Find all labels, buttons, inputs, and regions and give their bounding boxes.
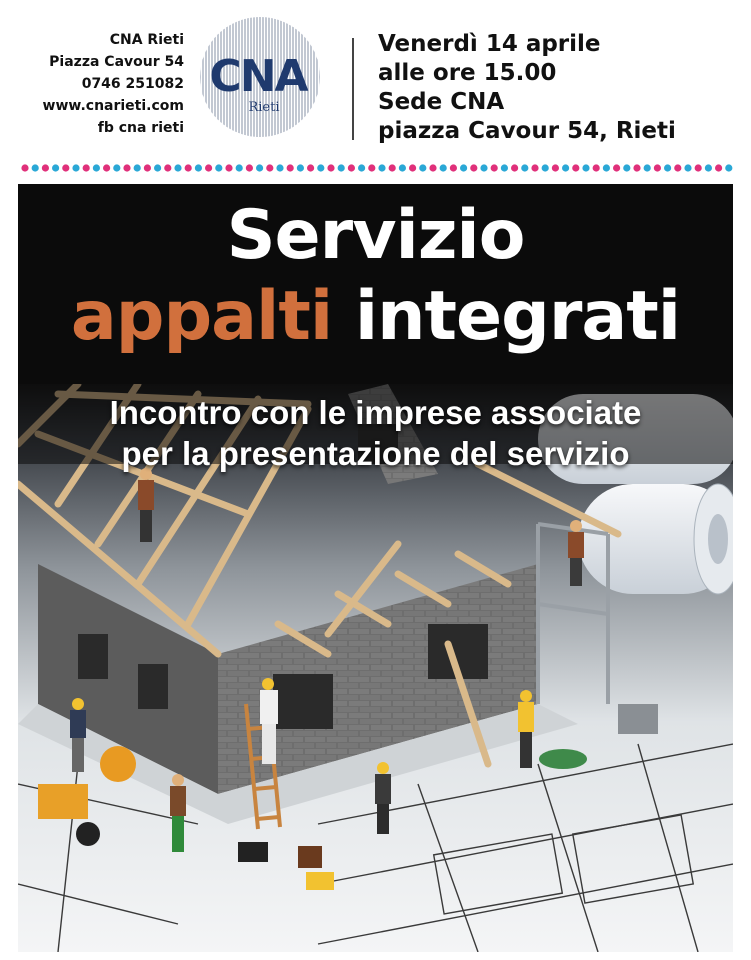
separator-dot xyxy=(603,164,610,171)
separator-dot xyxy=(419,164,426,171)
event-venue: Sede CNA xyxy=(378,89,505,115)
separator-dot xyxy=(674,164,681,171)
title-line-1: Servizio xyxy=(226,196,525,275)
event-time: alle ore 15.00 xyxy=(378,60,557,86)
separator-dot xyxy=(378,164,385,171)
cna-logo xyxy=(198,15,322,139)
separator-dot xyxy=(654,164,661,171)
separator-dot xyxy=(562,164,569,171)
separator-dot xyxy=(511,164,518,171)
org-name: CNA Rieti xyxy=(109,32,184,48)
separator-dot xyxy=(440,164,447,171)
subtitle-line-2: per la presentazione del servizio xyxy=(121,435,630,472)
separator-dot xyxy=(480,164,487,171)
separator-dot xyxy=(460,164,467,171)
separator-dot xyxy=(144,164,151,171)
separator-dot xyxy=(72,164,79,171)
separator-dot xyxy=(21,164,28,171)
event-details xyxy=(378,30,738,146)
separator-dot xyxy=(572,164,579,171)
separator-dot xyxy=(297,164,304,171)
separator-dot xyxy=(633,164,640,171)
separator-dot xyxy=(368,164,375,171)
separator-dot xyxy=(266,164,273,171)
separator-dot xyxy=(134,164,141,171)
separator-dot xyxy=(593,164,600,171)
dotted-separator xyxy=(20,162,736,174)
title-rest: integrati xyxy=(354,277,681,356)
separator-dot xyxy=(338,164,345,171)
separator-dot xyxy=(52,164,59,171)
separator-dot xyxy=(276,164,283,171)
separator-dot xyxy=(725,164,732,171)
separator-dot xyxy=(409,164,416,171)
header-divider xyxy=(352,38,354,140)
separator-dot xyxy=(113,164,120,171)
separator-dot xyxy=(358,164,365,171)
separator-dot xyxy=(195,164,202,171)
event-address: piazza Cavour 54, Rieti xyxy=(378,118,676,144)
separator-dot xyxy=(705,164,712,171)
separator-dot xyxy=(695,164,702,171)
separator-dot xyxy=(32,164,39,171)
phone-number: 0746 251082 xyxy=(81,76,184,92)
separator-dot xyxy=(623,164,630,171)
logo-subtext: Rieti xyxy=(248,100,280,115)
separator-dot xyxy=(552,164,559,171)
separator-dot xyxy=(389,164,396,171)
separator-dot xyxy=(613,164,620,171)
subtitle-line-1: Incontro con le imprese associate xyxy=(109,394,642,431)
separator-dot xyxy=(582,164,589,171)
separator-dot xyxy=(644,164,651,171)
separator-dot xyxy=(246,164,253,171)
title-highlight: appalti xyxy=(70,277,333,356)
separator-dot xyxy=(215,164,222,171)
separator-dot xyxy=(83,164,90,171)
separator-dot xyxy=(542,164,549,171)
separator-dot xyxy=(62,164,69,171)
poster-subtitle xyxy=(18,392,733,474)
poster xyxy=(18,184,733,952)
separator-dot xyxy=(123,164,130,171)
separator-dot xyxy=(174,164,181,171)
separator-dot xyxy=(164,164,171,171)
facebook-handle: fb cna rieti xyxy=(97,120,184,136)
separator-dot xyxy=(236,164,243,171)
title-line-2 xyxy=(18,276,733,358)
separator-dot xyxy=(103,164,110,171)
separator-dot xyxy=(307,164,314,171)
separator-dot xyxy=(287,164,294,171)
logo-text: CNA xyxy=(209,51,307,102)
separator-dot xyxy=(491,164,498,171)
separator-dot xyxy=(93,164,100,171)
event-date: Venerdì 14 aprile xyxy=(378,31,601,57)
website-link[interactable]: www.cnarieti.com xyxy=(42,98,184,114)
separator-dot xyxy=(348,164,355,171)
separator-dot xyxy=(684,164,691,171)
poster-title xyxy=(18,184,733,384)
separator-dot xyxy=(317,164,324,171)
separator-dot xyxy=(225,164,232,171)
separator-dot xyxy=(531,164,538,171)
separator-dot xyxy=(450,164,457,171)
separator-dot xyxy=(205,164,212,171)
separator-dot xyxy=(521,164,528,171)
separator-dot xyxy=(154,164,161,171)
separator-dot xyxy=(327,164,334,171)
separator-dot xyxy=(501,164,508,171)
separator-dot xyxy=(664,164,671,171)
separator-dot xyxy=(715,164,722,171)
address: Piazza Cavour 54 xyxy=(49,54,184,70)
separator-dot xyxy=(429,164,436,171)
contact-block xyxy=(20,29,184,139)
separator-dot xyxy=(42,164,49,171)
separator-dot xyxy=(399,164,406,171)
separator-dot xyxy=(256,164,263,171)
separator-dot xyxy=(185,164,192,171)
separator-dot xyxy=(470,164,477,171)
